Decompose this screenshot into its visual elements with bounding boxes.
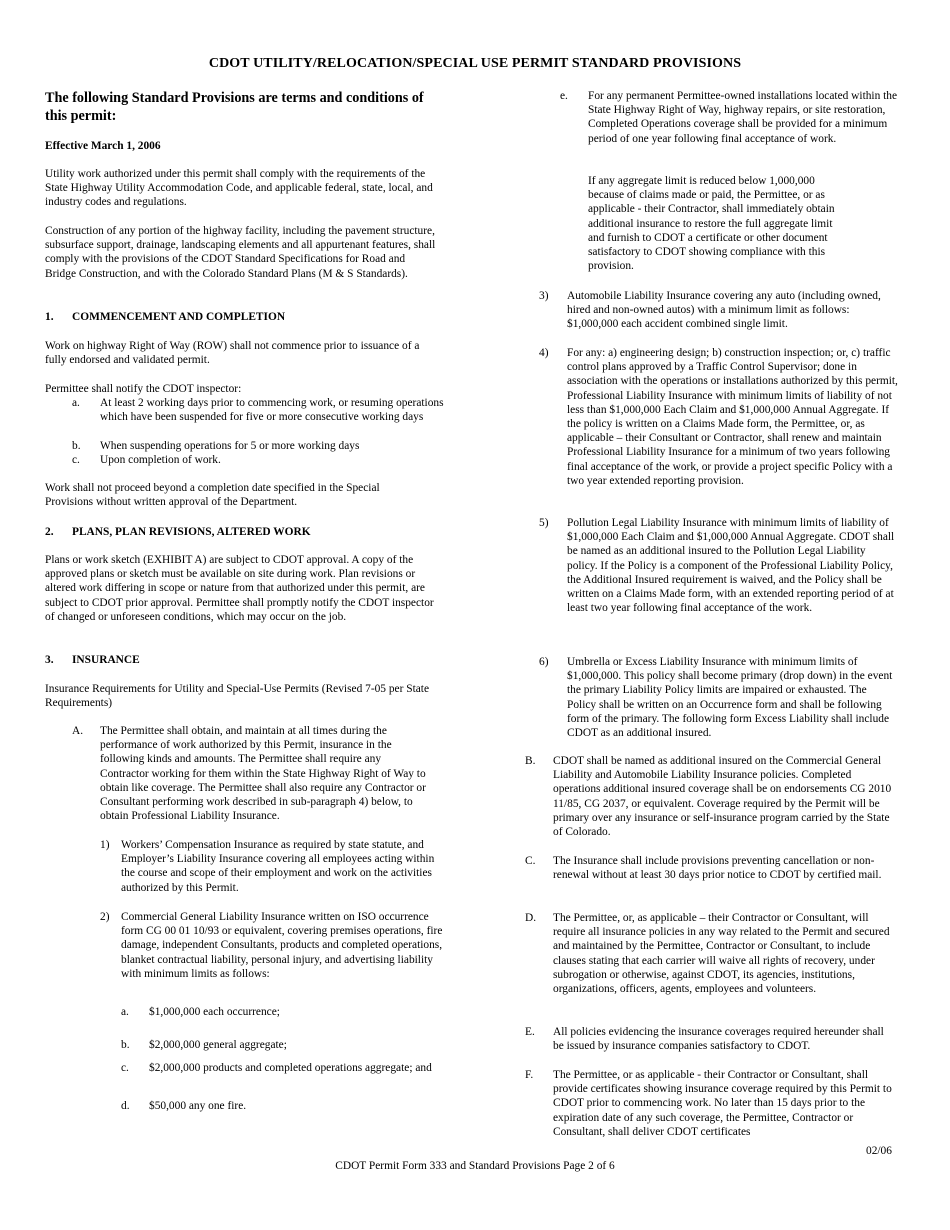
document-title: CDOT UTILITY/RELOCATION/SPECIAL USE PERMIT STANDARD PROVISIONS [208, 56, 742, 71]
limit-item-e [560, 89, 900, 146]
list-text: $1,000,000 each occurrence; [149, 1006, 280, 1018]
list-label: 4) [539, 347, 549, 359]
section-3-number: 3. [45, 654, 54, 666]
list-text: The Permittee shall obtain, and maintain at all times during the performance of work authorized by this Permit, insurance in the following kinds and amounts. The Permittee shall require any Contractor working for them within the State Highway Right of Way to obtain like coverage. The Permittee shall also require any Contractor or Consultant performing work described in sub-paragraph 4) below, to obtain Professional Liability Insurance. [100, 725, 426, 823]
list-text: When suspending operations for 5 or more working days [100, 440, 360, 452]
list-text: Automobile Liability Insurance covering any auto (including owned, hired and non-owned autos) with a minimum limit as follows: $1,000,000 each accident combined single limit. [567, 290, 881, 331]
notify-item [72, 453, 444, 467]
insurance-subitem-4 [539, 346, 901, 488]
list-label: 3) [539, 290, 549, 302]
section-3-heading: INSURANCE [72, 654, 140, 666]
list-label: 6) [539, 656, 549, 668]
insurance-item-d [525, 911, 899, 996]
list-text: All policies evidencing the insurance coverages required hereunder shall be issued by insurance companies satisfactory to CDOT. [553, 1026, 884, 1053]
effective-date: Effective March 1, 2006 [45, 140, 161, 152]
section-1-heading: COMMENCEMENT AND COMPLETION [72, 311, 286, 323]
list-label: d. [121, 1100, 130, 1112]
list-label: B. [525, 755, 536, 767]
list-text: CDOT shall be named as additional insured on the Commercial General Liability and Automobile Liability Insurance policies. Completed operations additional insured coverage shall be on endorsements CG 2010 11/85, CG 2037, or equivalent. Coverage required by the Permit will be primary over any insurance or self-insurance program carried by the State of Colorado. [553, 755, 892, 839]
list-text: $2,000,000 products and completed operations aggregate; and [149, 1062, 432, 1074]
list-label: 2) [100, 911, 110, 923]
list-text: $50,000 any one fire. [149, 1100, 247, 1112]
list-text: The Permittee, or as applicable - their Contractor or Consultant, shall provide certificates showing insurance coverage required by this Permit to CDOT prior to commencing work. No later than 15 days prior to the expiration date of any such coverage, the Permittee, Contractor or Consultant, shall deliver CDOT certificates [553, 1069, 892, 1138]
list-label: E. [525, 1026, 535, 1038]
list-text: For any permanent Permittee-owned installations located within the State Highway Right of Way, highway repairs, or site restoration, Completed Operations coverage shall be provided for a minimum period of one year following final acceptance of work. [588, 90, 898, 145]
section-3-paragraph: Insurance Requirements for Utility and Special-Use Permits (Revised 7-05 per State Requirements) [45, 683, 430, 710]
list-label: b. [72, 440, 81, 452]
list-label: 1) [100, 839, 110, 851]
list-label: F. [525, 1069, 534, 1081]
section-2-number: 2. [45, 526, 54, 538]
section-2-heading: PLANS, PLAN REVISIONS, ALTERED WORK [72, 526, 311, 538]
list-text: Pollution Legal Liability Insurance with minimum limits of liability of $1,000,000 Each Claim and $1,000,000 Annual Aggregate. CDOT shall be named as an additional insured to the Pollution Legal Liability policy. If the Policy is a component of the Professional Liability Policy, the Additional Insured requirement is waived, and the Policy shall be written on a Claims Made form, with an extended reporting period of at least two year following final acceptance of the work. [567, 517, 895, 615]
list-label: b. [121, 1039, 130, 1051]
list-text: $2,000,000 general aggregate; [149, 1039, 287, 1051]
list-label: c. [72, 454, 80, 466]
list-label: a. [72, 397, 80, 409]
insurance-item-c [525, 854, 897, 882]
limit-item [121, 1005, 441, 1019]
section-1-paragraph-2: Permittee shall notify the CDOT inspector: [45, 383, 242, 395]
insurance-item-b [525, 754, 897, 839]
section-1-number: 1. [45, 311, 54, 323]
limit-item [121, 1099, 441, 1113]
lead-heading: The following Standard Provisions are terms and conditions of this permit: [45, 90, 424, 124]
insurance-item-a [72, 724, 432, 823]
limit-item [121, 1038, 441, 1052]
page-footer: CDOT Permit Form 333 and Standard Provisions Page 2 of 6 [335, 1160, 615, 1172]
section-1-paragraph-1: Work on highway Right of Way (ROW) shall not commence prior to issuance of a fully endorsed and validated permit. [45, 340, 420, 367]
limit-item [121, 1061, 441, 1075]
list-text: The Permittee, or, as applicable – their Contractor or Consultant, will require all insurance policies in any way related to the Permit and secured and maintained by the Permittee, Contractor or Consultant, to include clauses stating that each carrier will waive all rights of recovery, under subrogation or otherwise, against CDOT, its agencies, institutions, organizations, officers, agents, employees and volunteers. [553, 912, 890, 996]
list-label: a. [121, 1006, 129, 1018]
insurance-subitem-5 [539, 516, 899, 615]
list-label: D. [525, 912, 537, 924]
insurance-subitem-6 [539, 655, 897, 740]
insurance-item-f [525, 1068, 897, 1139]
section-2-paragraph: Plans or work sketch (EXHIBIT A) are subject to CDOT approval. A copy of the approved plans or sketch must be available on site during work. Plan revisions or altered work differing in scope or nature from that authorized under this permit, are subject to CDOT prior approval. Permittee shall promptly notify the CDOT inspector of changed or unforeseen conditions, which may occur on the job. [45, 554, 434, 623]
insurance-item-e [525, 1025, 897, 1053]
list-text: For any: a) engineering design; b) construction inspection; or, c) traffic control plans approved by a Traffic Control Supervisor; done in association with the operations or installations authorized by this permit, Professional Liability Insurance with minimum limits of liability of not less than $1,000,000 Each Claim and $1,000,000 Annual Aggregate. If the policy is written on a Claims Made form, the Permittee, or, as applicable – their Consultant or Contractor, shall renew and maintain Professional Liability Insurance for a minimum of two years following final acceptance of the work, or provide a project specific Policy with a two year extended reporting provision. [567, 347, 898, 487]
list-label: C. [525, 855, 536, 867]
list-text: At least 2 working days prior to commencing work, or resuming operations which have been suspended for five or more consecutive working days [100, 397, 444, 424]
notify-item [72, 439, 444, 453]
list-text: Upon completion of work. [100, 454, 221, 466]
list-label: 5) [539, 517, 549, 529]
insurance-subitem-2 [100, 910, 446, 981]
list-label: c. [121, 1062, 129, 1074]
insurance-subitem-1 [100, 838, 440, 895]
intro-paragraph-1: Utility work authorized under this permit shall comply with the requirements of the State Highway Utility Accommodation Code, and applicable federal, state, local, and industry codes and regulations. [45, 168, 433, 209]
notify-item [72, 396, 444, 424]
intro-paragraph-2: Construction of any portion of the highway facility, including the pavement structure, subsurface support, drainage, landscaping elements and all appurtenant features, shall comply with the provisions of the CDOT Standard Specifications for Road and Bridge Construction, and with the Colorado Standard Plans (M & S Standards). [45, 225, 436, 280]
list-text: The Insurance shall include provisions preventing cancellation or non-renewal without at least 30 days prior notice to CDOT by certified mail. [553, 855, 882, 882]
list-label: A. [72, 725, 84, 737]
section-1-paragraph-3: Work shall not proceed beyond a completion date specified in the Special Provisions without written approval of the Department. [45, 482, 380, 509]
insurance-subitem-3 [539, 289, 899, 332]
aggregate-limit-paragraph: If any aggregate limit is reduced below 1,000,000 because of claims made or paid, the Permittee, or as applicable - their Contractor, shall immediately obtain additional insurance to restore the full aggregate limit and furnish to CDOT a certificate or other document satisfactory to CDOT showing compliance with this provision. [588, 175, 835, 273]
list-label: e. [560, 90, 568, 102]
list-text: Commercial General Liability Insurance written on ISO occurrence form CG 00 01 10/93 or equivalent, covering premises operations, fire damage, independent Consultants, products and completed operations, blanket contractual liability, personal injury, and advertising liability with minimum limits as follows: [121, 911, 443, 980]
list-text: Workers’ Compensation Insurance as required by state statute, and Employer’s Liability Insurance covering all employees acting within the course and scope of their employment and work on the activities authorized by this Permit. [121, 839, 435, 894]
list-text: Umbrella or Excess Liability Insurance with minimum limits of $1,000,000. This policy shall become primary (drop down) in the event the primary Liability Policy limits are impaired or exhausted. The Policy shall be written on an Occurrence form and shall be following form of the primary. The following form Excess Liability shall include CDOT as an additional insured. [567, 656, 893, 740]
revision-code: 02/06 [866, 1145, 892, 1157]
